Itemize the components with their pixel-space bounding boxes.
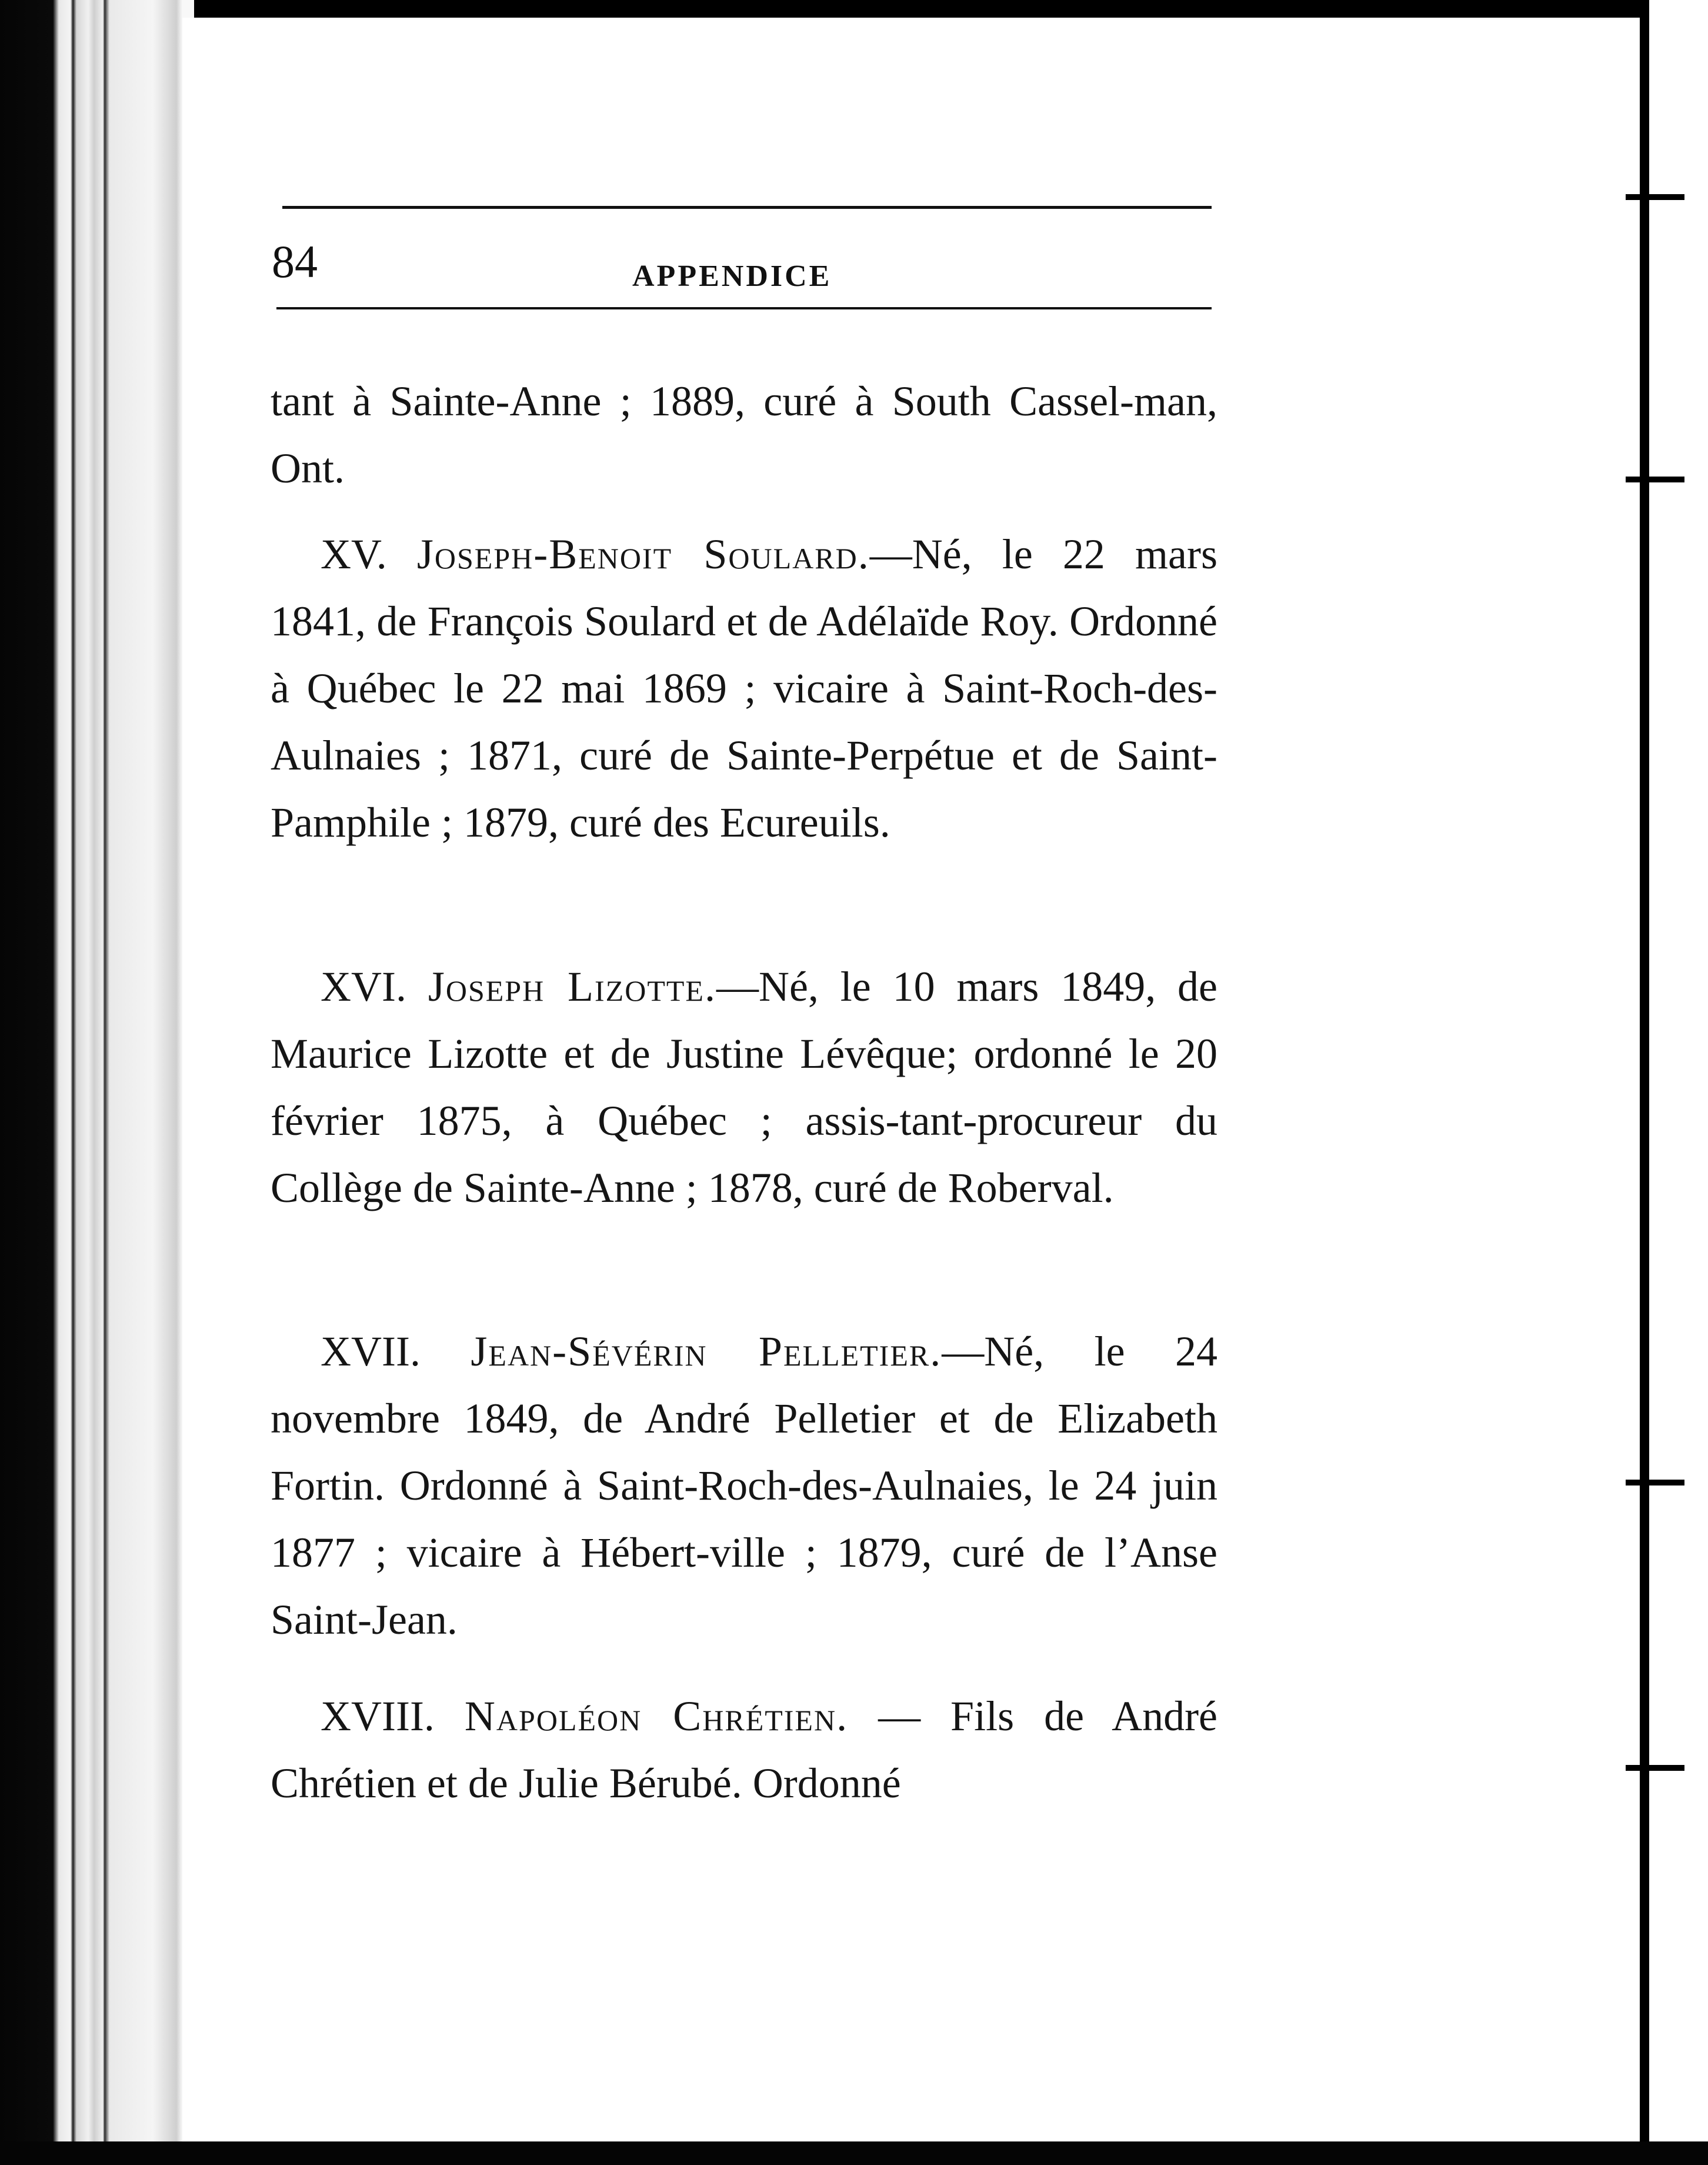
entry-paragraph [271, 953, 1217, 1221]
continuation-paragraph: tant à Sainte-Anne ; 1889, curé à South Cassel-man, Ont. [271, 378, 1217, 492]
entry-name: Jean-Sévérin Pelletier. [471, 1328, 942, 1375]
binding-stitch-mark [1626, 1765, 1684, 1771]
scan-bottom-edge [0, 2141, 1708, 2165]
entry-name: Napoléon Chrétien. [464, 1693, 849, 1740]
entry-text: — Fils de André Chrétien et de Julie Bérubé. Ordonné [271, 1693, 1217, 1807]
entry-numeral: XV. [321, 531, 387, 578]
header-rule-top [282, 206, 1212, 209]
entry-numeral: XVIII. [321, 1693, 435, 1740]
entry-text: —Né, le 10 mars 1849, de Maurice Lizotte et de Justine Lévêque; ordonné le 20 février 1875, à Québec ; assis-tant-procureur du Collège de Sainte-Anne ; 1878, curé de Roberval. [271, 963, 1218, 1211]
binding-stitch-mark [1626, 1480, 1684, 1485]
entry-paragraph [271, 1318, 1217, 1653]
binding-stitch-mark [1626, 194, 1684, 200]
book-spine-shadow [1640, 0, 1649, 2165]
scan-right-margin [1649, 0, 1708, 2165]
scan-left-edge [0, 0, 194, 2165]
entry-text: —Né, le 22 mars 1841, de François Soulard et de Adélaïde Roy. Ordonné à Québec le 22 mai 1869 ; vicaire à Saint-Roch-des-Aulnaies ; 1871, curé de Sainte-Perpétue et de Saint-Pamphile ; 1879, curé des Ecureuils. [271, 531, 1218, 846]
entry-numeral: XVII. [321, 1328, 421, 1375]
entry-paragraph [271, 1683, 1217, 1817]
entry-name: Joseph Lizotte. [428, 963, 716, 1010]
header-rule-bottom [276, 307, 1212, 309]
entry-text: —Né, le 24 novembre 1849, de André Pelletier et de Elizabeth Fortin. Ordonné à Saint-Roch-des-Aulnaies, le 24 juin 1877 ; vicaire à Hébert-ville ; 1879, curé de l’Anse Saint-Jean. [271, 1328, 1217, 1643]
entry-paragraph [271, 521, 1217, 856]
running-head: APPENDICE [632, 259, 832, 293]
entry-name: Joseph-Benoit Soulard. [416, 531, 870, 578]
binding-stitch-mark [1626, 477, 1684, 482]
entry-numeral: XVI. [321, 963, 406, 1010]
page-number: 84 [272, 236, 318, 287]
